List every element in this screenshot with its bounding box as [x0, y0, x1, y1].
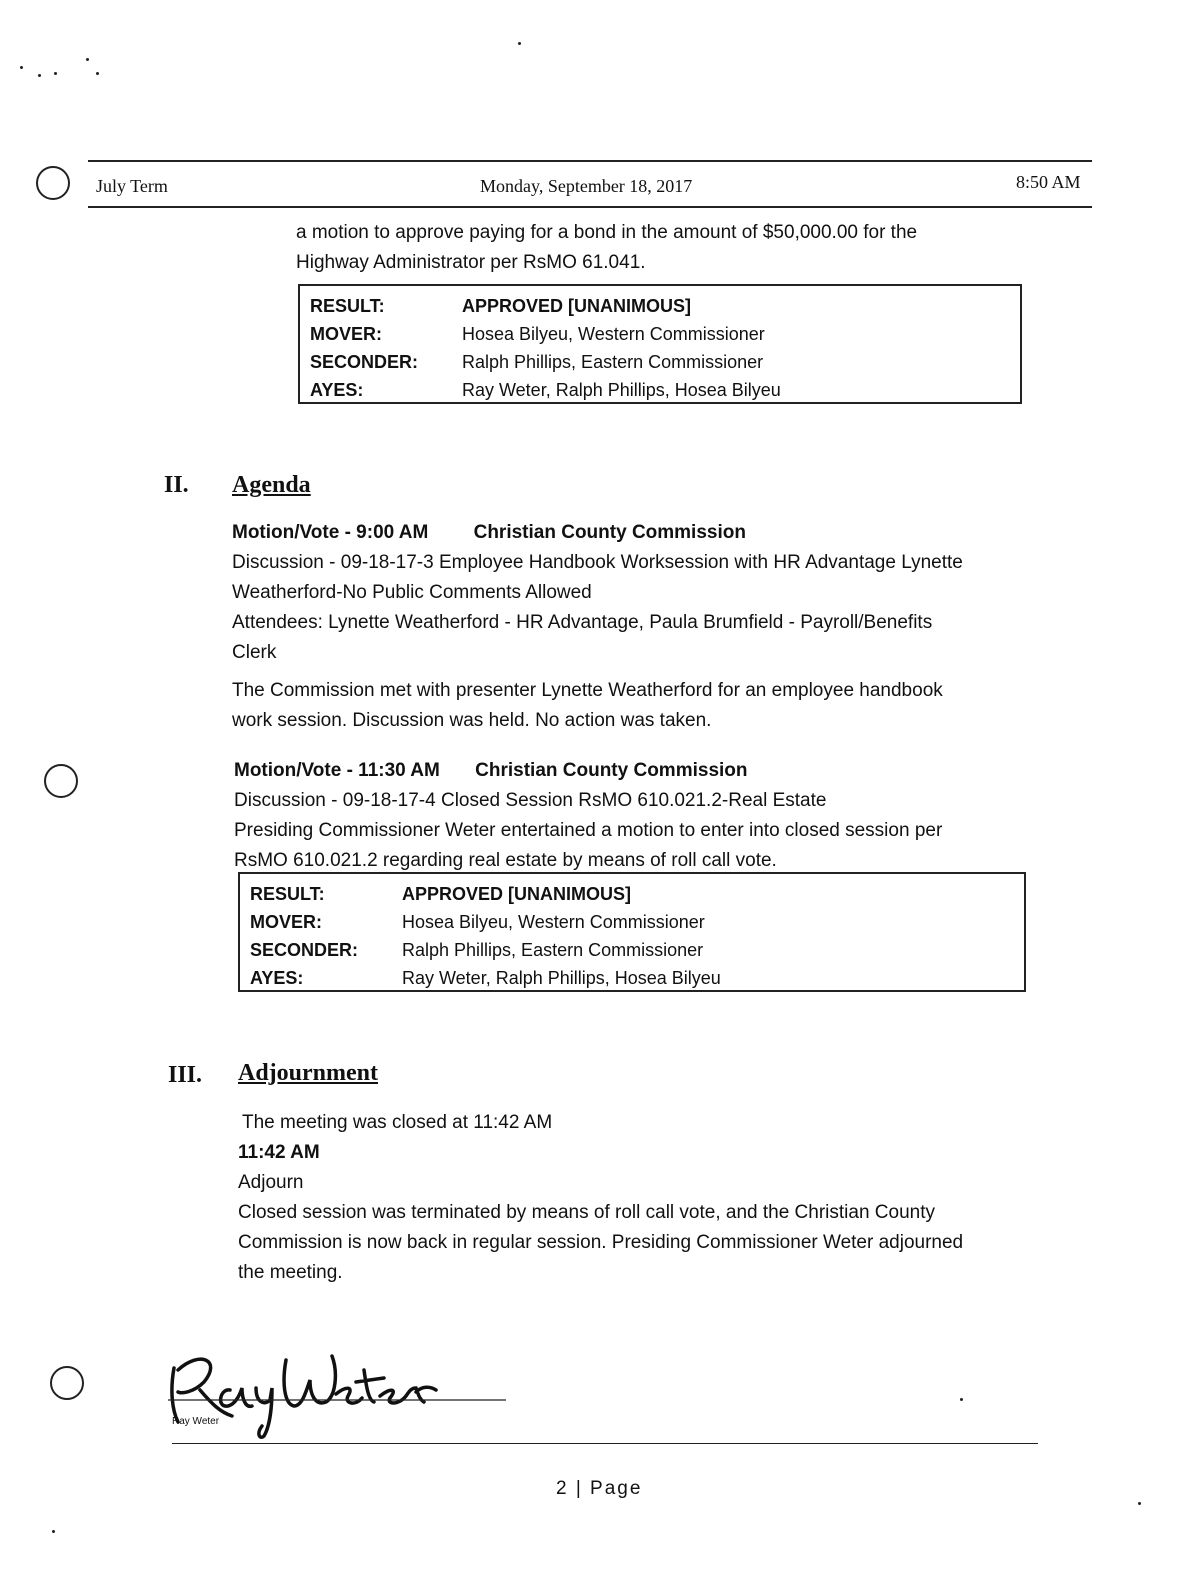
mover-label: MOVER:: [250, 912, 322, 932]
section-title: Adjournment: [238, 1060, 379, 1086]
header-rule-top: [88, 160, 1092, 162]
vote-result-table: [238, 872, 1026, 992]
seconder-value: Ralph Phillips, Eastern Commissioner: [402, 940, 704, 960]
intro-line: Highway Administrator per RsMO 61.041.: [296, 252, 646, 273]
scan-speck: [1138, 1502, 1141, 1505]
vote-result-table: [298, 284, 1022, 404]
mover-label: MOVER:: [310, 324, 382, 344]
scan-speck: [518, 42, 521, 45]
section-number: III.: [168, 1062, 203, 1088]
intro-text: [296, 218, 917, 278]
seconder-label: SECONDER:: [310, 352, 419, 372]
vote-row-ayes: [250, 964, 1014, 992]
discussion-line: RsMO 610.021.2 regarding real estate by means of roll call vote.: [234, 850, 777, 871]
punch-hole: [44, 764, 78, 798]
adjourn-paragraph-line: Commission is now back in regular session. Presiding Commissioner Weter adjourned: [238, 1232, 964, 1253]
attendees-line: Clerk: [232, 642, 277, 663]
section-title: Agenda: [232, 472, 311, 498]
discussion-line: Discussion - 09-18-17-3 Employee Handbook Worksession with HR Advantage Lynette: [232, 552, 963, 573]
mover-value: Hosea Bilyeu, Western Commissioner: [462, 324, 765, 344]
seconder-label: SECONDER:: [250, 940, 359, 960]
ayes-label: AYES:: [310, 380, 364, 400]
motion-body: Christian County Commission: [475, 760, 748, 781]
discussion-line: Discussion - 09-18-17-4 Closed Session RsMO 610.021.2-Real Estate: [234, 790, 827, 811]
vote-row-mover: [250, 908, 1014, 936]
result-value: APPROVED [UNANIMOUS]: [402, 884, 632, 904]
discussion-line: Weatherford-No Public Comments Allowed: [232, 582, 592, 603]
vote-row-result: [250, 880, 1014, 908]
vote-row-mover: [310, 320, 1010, 348]
scan-speck: [54, 72, 57, 75]
adjournment-body: [238, 1108, 1038, 1288]
scan-speck: [38, 74, 41, 77]
scan-speck: [86, 58, 89, 61]
adjourn-action: Adjourn: [238, 1172, 304, 1193]
ayes-value: Ray Weter, Ralph Phillips, Hosea Bilyeu: [462, 380, 781, 400]
agenda-item-1: [232, 518, 1032, 736]
result-label: RESULT:: [310, 296, 385, 316]
scan-speck: [96, 72, 99, 75]
vote-row-result: [310, 292, 1010, 320]
closed-time-line: The meeting was closed at 11:42 AM: [242, 1112, 553, 1133]
adjourn-paragraph-line: Closed session was terminated by means of roll call vote, and the Christian County: [238, 1202, 936, 1223]
seconder-value: Ralph Phillips, Eastern Commissioner: [462, 352, 764, 372]
motion-body: Christian County Commission: [473, 522, 746, 543]
ayes-label: AYES:: [250, 968, 304, 988]
motion-heading: [232, 518, 1032, 548]
footer-rule: [172, 1443, 1038, 1444]
vote-row-ayes: [310, 376, 1010, 404]
scan-speck: [960, 1398, 963, 1401]
header-time: 8:50 AM: [1016, 172, 1081, 192]
intro-line: a motion to approve paying for a bond in the amount of $50,000.00 for the: [296, 222, 918, 243]
attendees-line: Attendees: Lynette Weatherford - HR Advantage, Paula Brumfield - Payroll/Benefits: [232, 612, 933, 633]
ayes-value: Ray Weter, Ralph Phillips, Hosea Bilyeu: [402, 968, 721, 988]
motion-time: Motion/Vote - 9:00 AM: [232, 522, 429, 543]
punch-hole: [36, 166, 70, 200]
header-rule-bottom: [88, 206, 1092, 208]
section-number: II.: [164, 472, 189, 498]
scan-speck: [52, 1530, 55, 1533]
result-value: APPROVED [UNANIMOUS]: [462, 296, 692, 316]
vote-row-seconder: [250, 936, 1014, 964]
header-date: Monday, September 18, 2017: [480, 176, 693, 196]
mover-value: Hosea Bilyeu, Western Commissioner: [402, 912, 705, 932]
motion-time: Motion/Vote - 11:30 AM: [234, 760, 440, 781]
scan-speck: [20, 66, 23, 69]
signature-printed-name: Ray Weter: [172, 1416, 220, 1427]
punch-hole: [50, 1366, 84, 1400]
adjourn-time: 11:42 AM: [238, 1142, 320, 1163]
result-label: RESULT:: [250, 884, 325, 904]
discussion-line: Presiding Commissioner Weter entertained a motion to enter into closed session per: [234, 820, 943, 841]
agenda-item-2: [234, 756, 1034, 876]
header-term: July Term: [96, 176, 168, 196]
vote-row-seconder: [310, 348, 1010, 376]
summary-line: work session. Discussion was held. No action was taken.: [232, 710, 712, 731]
summary-line: The Commission met with presenter Lynette Weatherford for an employee handbook: [232, 680, 943, 701]
page-number: 2 | Page: [556, 1478, 643, 1499]
motion-heading: [234, 756, 1034, 786]
adjourn-paragraph-line: the meeting.: [238, 1262, 343, 1283]
